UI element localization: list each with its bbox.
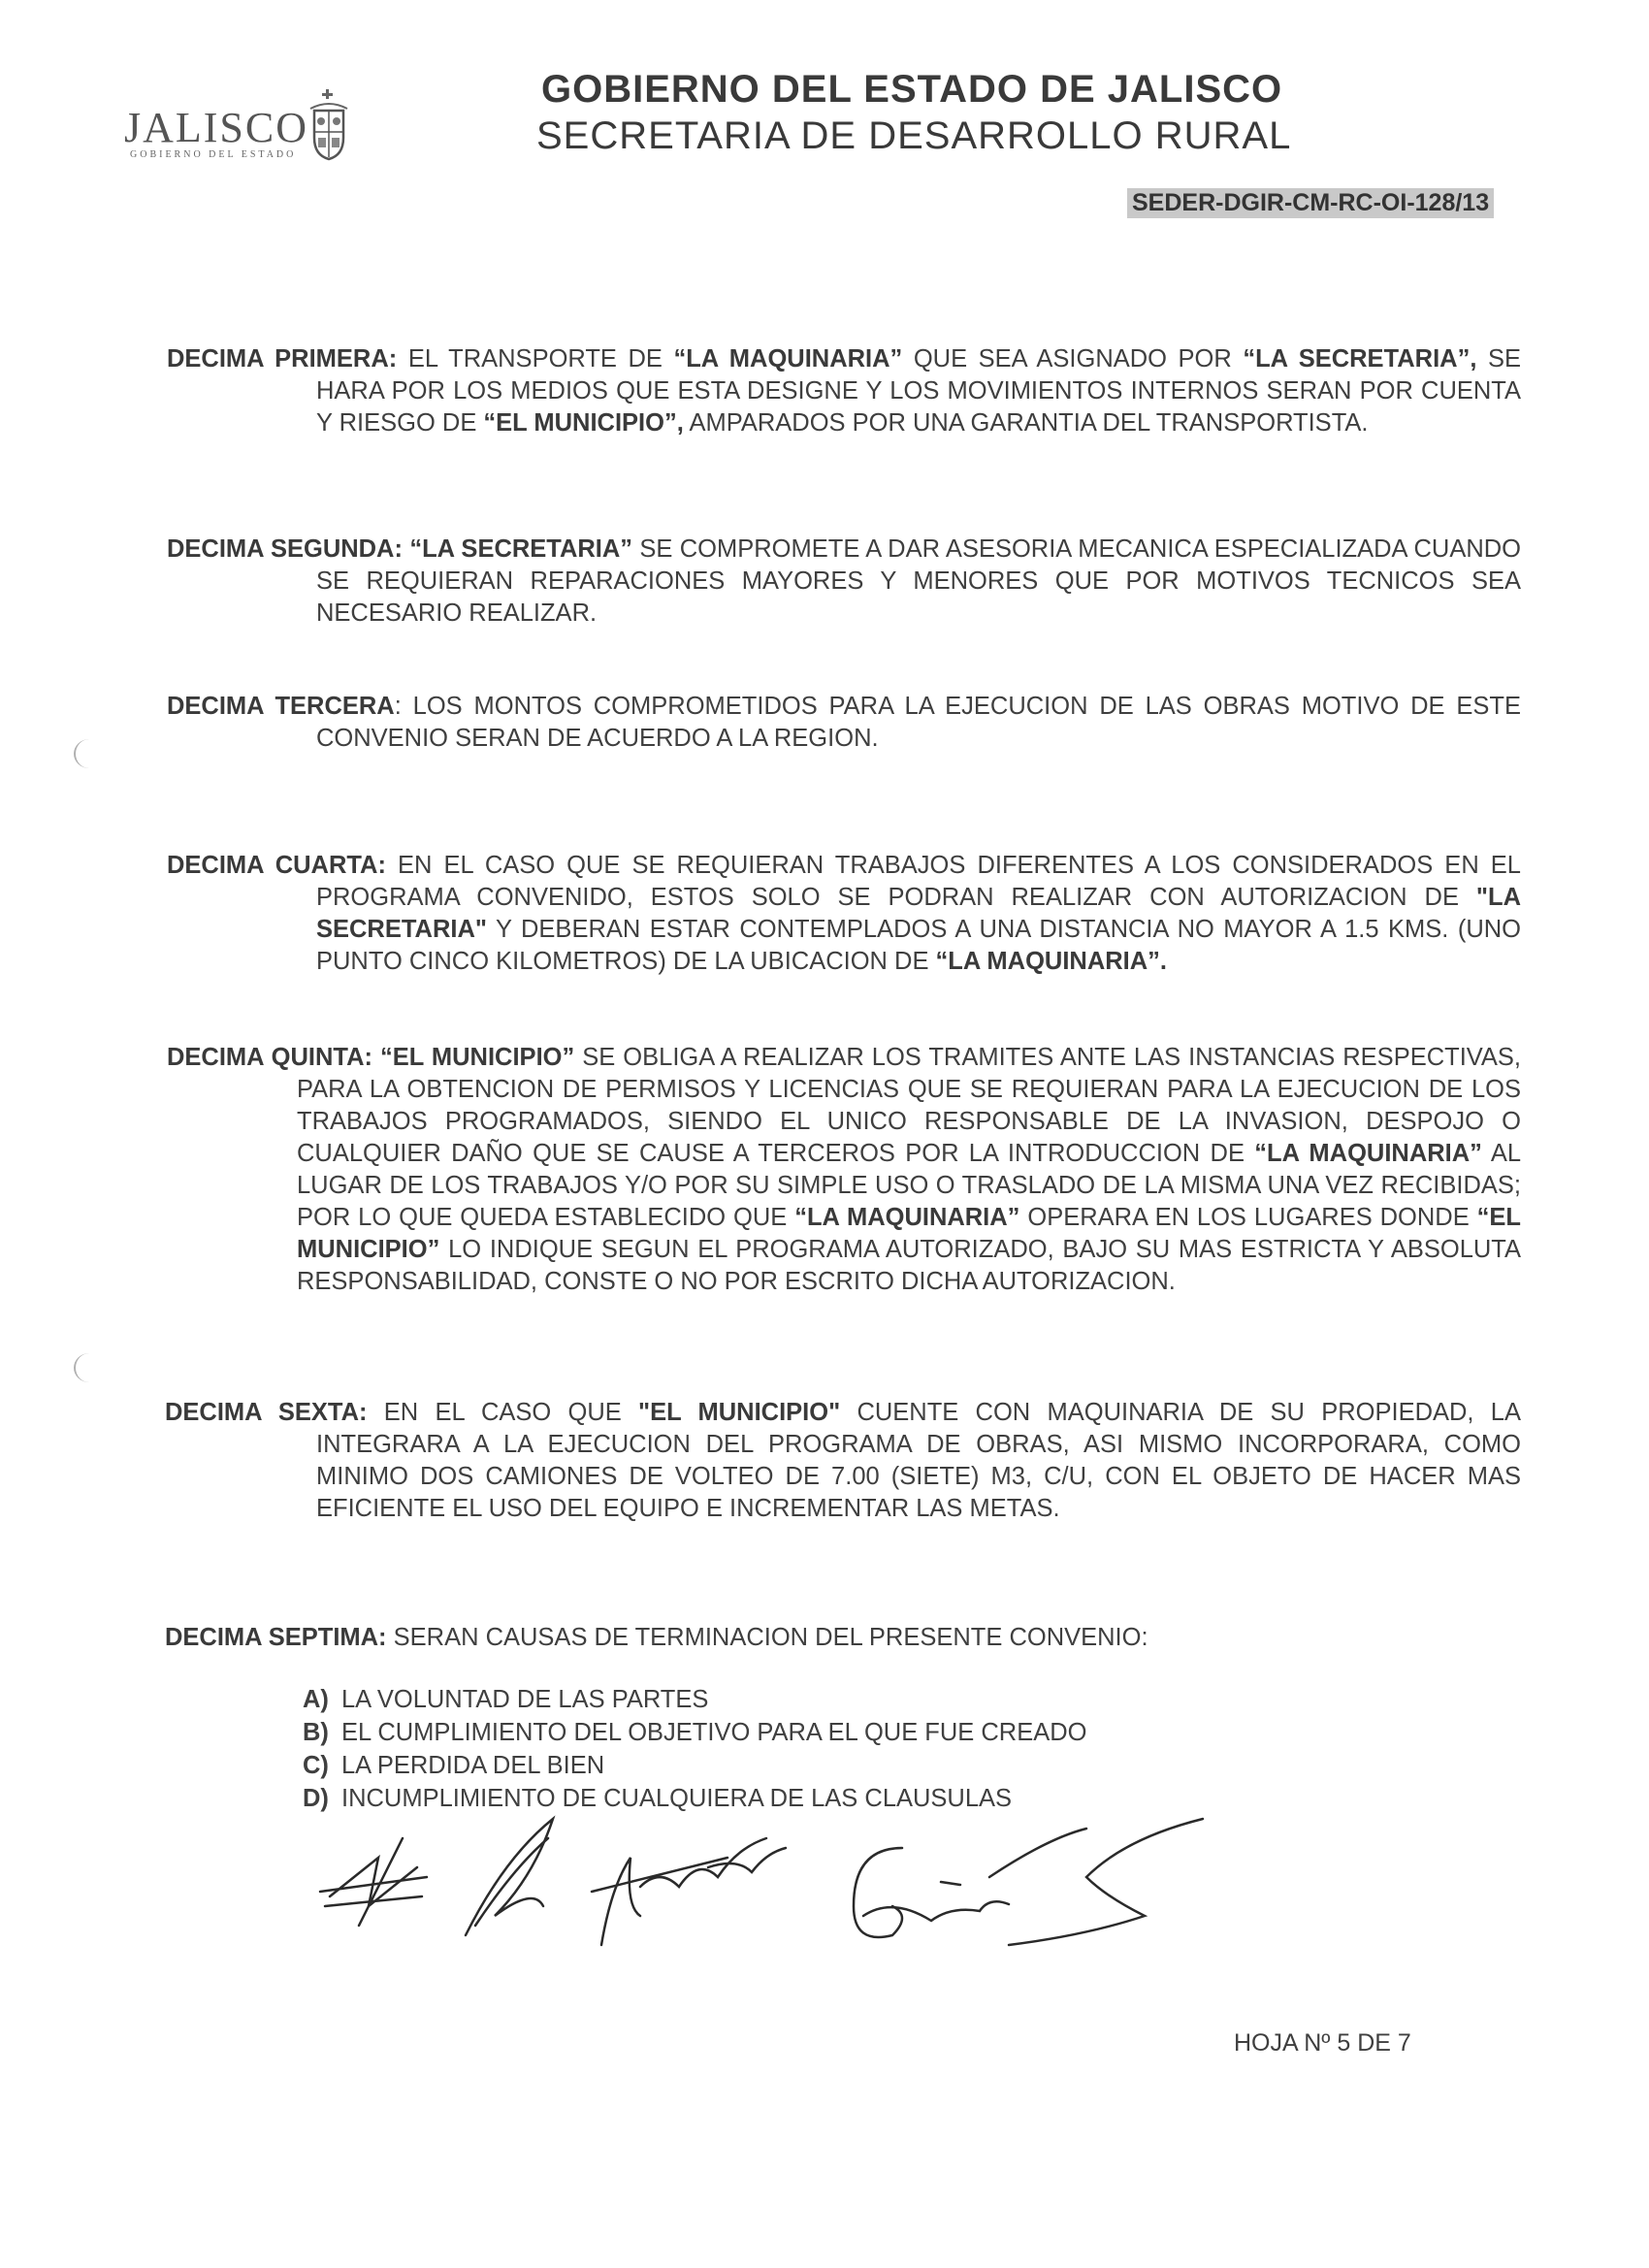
- clause-label: DECIMA SEXTA:: [165, 1399, 368, 1426]
- list-item: D) INCUMPLIMIENTO DE CUALQUIERA DE LAS CLAUSULAS: [303, 1785, 1013, 1812]
- list-item: B) EL CUMPLIMIENTO DEL OBJETIVO PARA EL QUE FUE CREADO: [303, 1719, 1087, 1746]
- clause-decima-sexta: [165, 1397, 1521, 1525]
- signatures: [310, 1799, 1242, 1974]
- clause-decima-primera: [167, 343, 1521, 439]
- punch-hole-mark: [74, 1353, 105, 1382]
- clause-term: "LA SECRETARIA": [316, 884, 1521, 943]
- signature-3: [592, 1838, 786, 1945]
- clause-text: LO INDIQUE SEGUN EL PROGRAMA AUTORIZADO, BAJO SU MAS ESTRICTA Y ABSOLUTA RESPONSABILIDAD, CONSTE O NO POR ESCRITO DICHA AUTORIZACION.: [297, 1236, 1521, 1295]
- signature-2: [466, 1819, 553, 1935]
- clause-text: AMPARADOS POR UNA GARANTIA DEL TRANSPORTISTA.: [683, 409, 1369, 437]
- clause-term: “EL MUNICIPIO”: [297, 1204, 1521, 1263]
- signature-1: [320, 1838, 427, 1926]
- clause-text: : LOS MONTOS COMPROMETIDOS PARA LA EJECUCION DE LAS OBRAS MOTIVO DE ESTE CONVENIO SERAN DE ACUERDO A LA REGION.: [316, 693, 1521, 752]
- clause-term: “EL MUNICIPIO”: [372, 1044, 575, 1071]
- page-title: GOBIERNO DEL ESTADO DE JALISCO: [541, 68, 1283, 111]
- clause-text: AL LUGAR DE LOS TRABAJOS Y/O POR SU SIMPLE USO O TRASLADO DE LA MISMA UNA VEZ RECIBIDAS; POR LO QUE QUEDA ESTABLECIDO QUE: [297, 1140, 1522, 1231]
- clause-text: SE HARA POR LOS MEDIOS QUE ESTA DESIGNE Y LOS MOVIMIENTOS INTERNOS SERAN POR CUENTA Y RIESGO DE: [316, 345, 1521, 437]
- jalisco-logo: [114, 89, 396, 181]
- clause-term: “LA MAQUINARIA”: [673, 345, 903, 373]
- punch-hole-mark: [74, 739, 105, 768]
- coat-of-arms-icon: [307, 89, 351, 167]
- page-number: HOJA Nº 5 DE 7: [1234, 2029, 1411, 2057]
- clause-label: DECIMA QUINTA:: [167, 1044, 372, 1071]
- signature-4: [854, 1819, 1203, 1945]
- clause-label: DECIMA TERCERA: [167, 693, 395, 720]
- clause-term: “LA MAQUINARIA”: [794, 1204, 1020, 1231]
- clause-text: SE OBLIGA A REALIZAR LOS TRAMITES ANTE LAS INSTANCIAS RESPECTIVAS, PARA LA OBTENCION DE PERMISOS Y LICENCIAS QUE SE REQUIERAN PARA LA EJECUCION DE LOS TRABAJOS PROGRAMADOS, SIENDO EL UNICO RESPONSABLE DE LA INVASION, DESPOJO O CUALQUIER DAÑO QUE SE CAUSE A TERCEROS POR LA INTRODUCCION DE: [297, 1044, 1522, 1167]
- clause-text: OPERARA EN LOS LUGARES DONDE: [1019, 1204, 1477, 1231]
- clause-text: EN EL CASO QUE: [367, 1399, 639, 1426]
- clause-decima-segunda: [167, 534, 1521, 630]
- clause-term: “EL MUNICIPIO”,: [483, 409, 684, 437]
- clause-term: “LA MAQUINARIA”: [1254, 1140, 1482, 1167]
- page-subtitle: SECRETARIA DE DESARROLLO RURAL: [536, 114, 1292, 157]
- clause-text: Y DEBERAN ESTAR CONTEMPLADOS A UNA DISTANCIA NO MAYOR A 1.5 KMS. (UNO PUNTO CINCO KILOMETROS) DE LA UBICACION DE: [316, 916, 1521, 975]
- clause-label: DECIMA CUARTA:: [167, 852, 386, 879]
- clause-term: “LA MAQUINARIA”.: [935, 948, 1167, 975]
- clause-text: SE COMPROMETE A DAR ASESORIA MECANICA ESPECIALIZADA CUANDO SE REQUIERAN REPARACIONES MAYORES Y MENORES QUE POR MOTIVOS TECNICOS SEA NECESARIO REALIZAR.: [316, 535, 1521, 627]
- clause-text: EL TRANSPORTE DE: [407, 345, 674, 373]
- logo-wordmark: JALISCO: [124, 104, 309, 151]
- clause-text: QUE SEA ASIGNADO POR: [902, 345, 1244, 373]
- clause-text: CUENTE CON MAQUINARIA DE SU PROPIEDAD, LA INTEGRARA A LA EJECUCION DEL PROGRAMA DE OBRAS, ASI MISMO INCORPORARA, COMO MINIMO DOS CAMIONES DE VOLTEO DE 7.00 (SIETE) M3, C/U, CON EL OBJETO DE HACER MAS EFICIENTE EL USO DEL EQUIPO E INCREMENTAR LAS METAS.: [316, 1399, 1521, 1522]
- clause-text: SERAN CAUSAS DE TERMINACION DEL PRESENTE CONVENIO:: [386, 1624, 1148, 1651]
- clause-text: EN EL CASO QUE SE REQUIERAN TRABAJOS DIFERENTES A LOS CONSIDERADOS EN EL PROGRAMA CONVENIDO, ESTOS SOLO SE PODRAN REALIZAR CON AUTORIZACION DE: [316, 852, 1521, 911]
- clause-term: “LA SECRETARIA”,: [1243, 345, 1477, 373]
- clause-label: DECIMA SEGUNDA:: [167, 535, 403, 563]
- clause-term: "EL MUNICIPIO": [638, 1399, 841, 1426]
- list-item: C) LA PERDIDA DEL BIEN: [303, 1752, 605, 1779]
- clause-label: DECIMA SEPTIMA:: [165, 1624, 387, 1651]
- clause-term: “LA SECRETARIA”: [409, 535, 633, 563]
- list-item: A) LA VOLUNTAD DE LAS PARTES: [303, 1686, 709, 1713]
- clause-label: DECIMA PRIMERA:: [167, 345, 398, 373]
- clause-decima-cuarta: [167, 850, 1521, 978]
- clause-decima-tercera: [167, 691, 1521, 755]
- logo-subtext: GOBIERNO DEL ESTADO: [130, 149, 297, 160]
- document-reference: SEDER-DGIR-CM-RC-OI-128/13: [1127, 188, 1494, 218]
- clause-decima-quinta: [167, 1042, 1521, 1298]
- clause-decima-septima: [165, 1622, 1521, 1654]
